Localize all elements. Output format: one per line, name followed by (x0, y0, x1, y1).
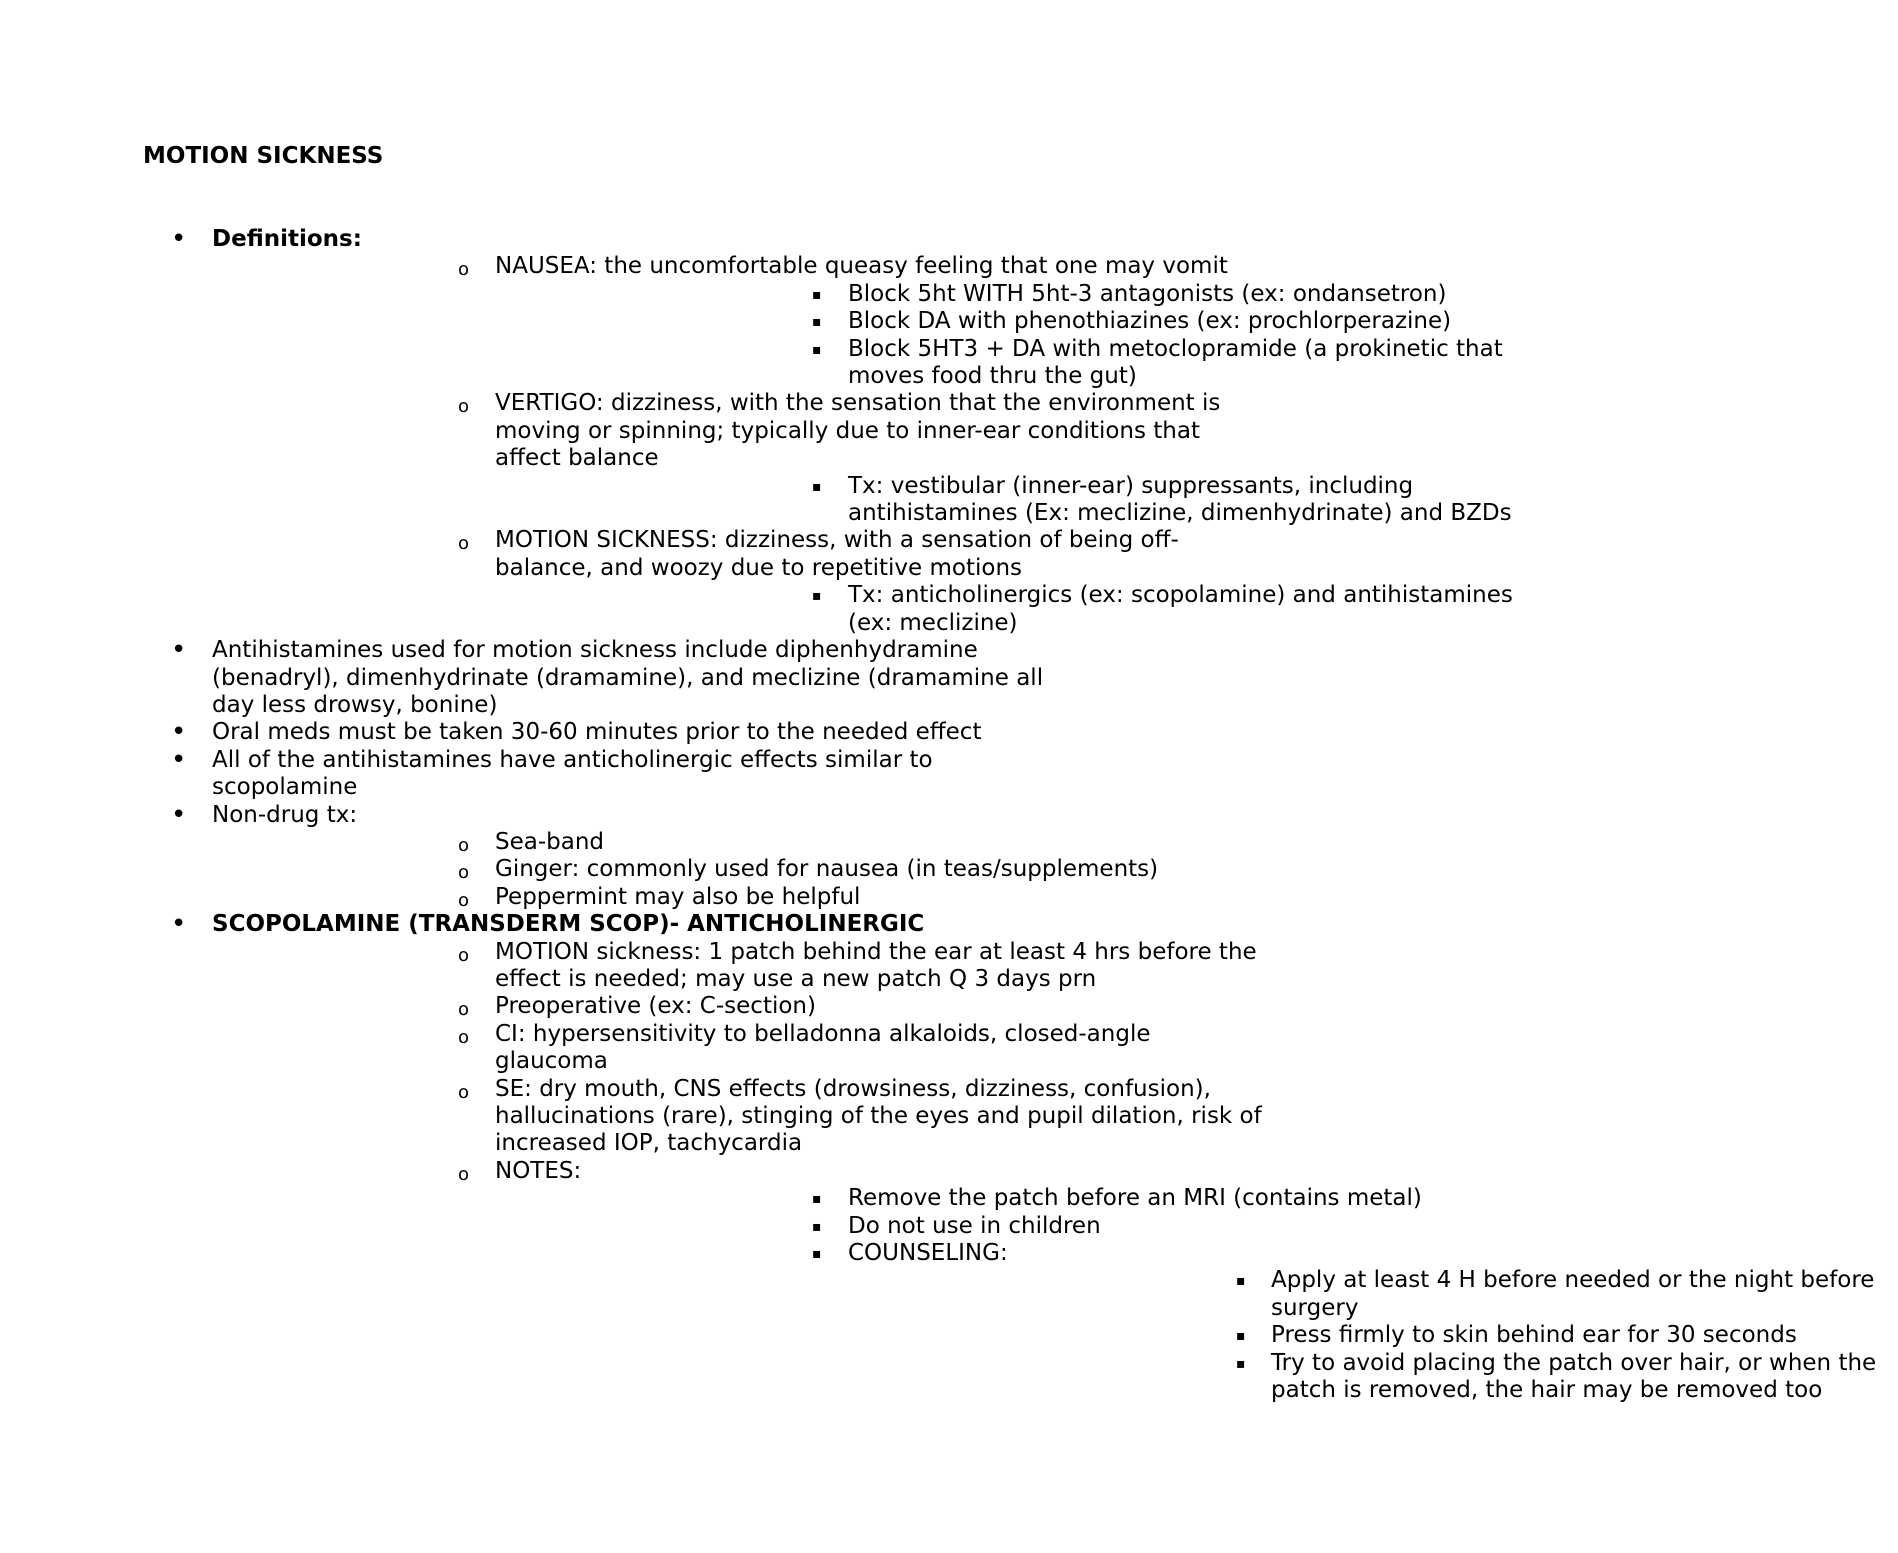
list-item (848, 1267, 1898, 1322)
circle-bullet-icon: o (458, 533, 470, 555)
non-drug-heading: Non-drug tx: (212, 801, 358, 828)
list-item-scopolamine (0, 909, 1877, 1404)
square-bullet-icon: ▪ (812, 286, 822, 303)
scopolamine-heading: SCOPOLAMINE (TRANSDERM SCOP)- ANTICHOLINERGIC (212, 911, 925, 938)
list-item (495, 336, 1545, 391)
definitions-heading: Definitions: (212, 226, 362, 252)
bullet-icon: • (171, 909, 187, 940)
list-item (495, 1185, 1545, 1212)
list-item-nausea (212, 253, 1503, 390)
circle-bullet-icon: o (458, 259, 470, 281)
circle-bullet-icon: o (458, 944, 470, 966)
scopolamine-list (212, 938, 1877, 1405)
square-bullet-icon: ▪ (1236, 1273, 1246, 1290)
square-bullet-icon: ▪ (812, 478, 822, 495)
list-item-text: Block DA with phenothiazines (ex: prochlorperazine) (848, 308, 1452, 335)
list-item-text: Preoperative (ex: C-section) (495, 993, 816, 1020)
list-item-text: Ginger: commonly used for nausea (in teas/supplements) (495, 856, 1159, 883)
bullet-icon: • (171, 744, 187, 775)
circle-bullet-icon: o (458, 1081, 470, 1103)
vertigo-list (495, 472, 1512, 528)
counseling-list (848, 1267, 1877, 1404)
list-item (212, 856, 1262, 883)
bullet-icon: • (171, 635, 187, 666)
list-item-text: Block 5HT3 + DA with metoclopramide (a prokinetic that moves food thru the gut) (848, 335, 1503, 390)
document-title: MOTION SICKNESS (143, 143, 384, 169)
circle-bullet-icon: o (458, 396, 470, 418)
list-item-text: Try to avoid placing the patch over hair, or when the patch is removed, the hair may be removed too (1271, 1349, 1877, 1404)
list-item-text: Antihistamines used for motion sickness include diphenhydramine (benadryl), dimenhydrinate (dramamine), and meclizine (dramamine all day less drowsy, bonine) (212, 637, 1044, 718)
list-item-definitions (0, 224, 1513, 637)
list-item-text: Press firmly to skin behind ear for 30 seconds (1271, 1322, 1797, 1349)
list-item-text: Do not use in children (848, 1212, 1101, 1239)
square-bullet-icon: ▪ (1236, 1328, 1246, 1345)
list-item-text: All of the antihistamines have anticholinergic effects similar to scopolamine (212, 746, 933, 801)
counseling-heading: COUNSELING: (848, 1240, 1008, 1267)
circle-bullet-icon: o (458, 1026, 470, 1048)
list-item (848, 1350, 1898, 1405)
list-item-text: SE: dry mouth, CNS effects (drowsiness, dizziness, confusion), hallucinations (rare), stinging of the eyes and pupil dilation, risk of increased IOP, tachycardia (495, 1075, 1262, 1157)
square-bullet-icon: ▪ (812, 588, 822, 605)
square-bullet-icon: ▪ (812, 1246, 822, 1263)
list-item (212, 829, 1262, 856)
list-item-text: Tx: anticholinergics (ex: scopolamine) and antihistamines (ex: meclizine) (848, 582, 1513, 636)
circle-bullet-icon: o (458, 889, 470, 911)
square-bullet-icon: ▪ (812, 1191, 822, 1208)
circle-bullet-icon: o (458, 862, 470, 884)
notes-list (495, 1185, 1877, 1404)
square-bullet-icon: ▪ (1236, 1355, 1246, 1372)
outline-list (0, 224, 1877, 1404)
definitions-list (212, 253, 1513, 637)
list-item (0, 637, 1050, 719)
list-item (212, 939, 1262, 994)
circle-bullet-icon: o (458, 834, 470, 856)
list-item (495, 582, 1545, 637)
list-item-text: Oral meds must be taken 30-60 minutes prior to the needed effect (212, 719, 982, 746)
list-item (212, 1076, 1262, 1158)
nausea-text: NAUSEA: the uncomfortable queasy feeling that one may vomit (495, 253, 1228, 280)
list-item (212, 1021, 1262, 1076)
nausea-list (495, 280, 1503, 391)
list-item (495, 281, 1545, 308)
list-item (0, 744, 1050, 802)
list-item (495, 1213, 1545, 1240)
list-item-notes (212, 1157, 1877, 1405)
list-item (212, 993, 1262, 1020)
list-item-text: Sea-band (495, 828, 605, 855)
bullet-icon: • (171, 224, 187, 254)
list-item-motion-sickness (212, 527, 1513, 637)
square-bullet-icon: ▪ (812, 341, 822, 358)
list-item-text: Tx: vestibular (inner-ear) suppressants, including antihistamines (Ex: meclizine, dimenhydrinate) and BZDs (848, 472, 1512, 527)
list-item-text: Apply at least 4 H before needed or the night before surgery (1271, 1267, 1875, 1321)
square-bullet-icon: ▪ (812, 314, 822, 331)
list-item-text: CI: hypersensitivity to belladonna alkaloids, closed-angle glaucoma (495, 1020, 1151, 1075)
non-drug-list (212, 828, 1159, 911)
list-item (848, 1322, 1898, 1349)
circle-bullet-icon: o (458, 1163, 470, 1185)
list-item (495, 308, 1545, 335)
motion-sickness-list (495, 582, 1513, 637)
bullet-icon: • (171, 717, 187, 748)
list-item-counseling (495, 1240, 1877, 1404)
list-item-text: Remove the patch before an MRI (contains metal) (848, 1185, 1422, 1212)
list-item (495, 473, 1545, 528)
bullet-icon: • (171, 799, 187, 830)
list-item-non-drug (0, 799, 1159, 912)
circle-bullet-icon: o (458, 999, 470, 1021)
list-item (0, 719, 1050, 746)
notes-heading: NOTES: (495, 1157, 582, 1184)
motion-sickness-text: MOTION SICKNESS: dizziness, with a sensation of being off-balance, and woozy due to repetitive motions (495, 527, 1179, 581)
list-item (212, 884, 1262, 911)
list-item-vertigo (212, 390, 1512, 527)
list-item-text: Block 5ht WITH 5ht-3 antagonists (ex: ondansetron) (848, 280, 1447, 307)
list-item-text: MOTION sickness: 1 patch behind the ear at least 4 hrs before the effect is needed; may use a new patch Q 3 days prn (495, 938, 1257, 992)
document-body (0, 224, 1877, 1404)
square-bullet-icon: ▪ (812, 1218, 822, 1235)
vertigo-text: VERTIGO: dizziness, with the sensation that the environment is moving or spinning; typically due to inner-ear conditions that affect balance (495, 390, 1221, 472)
list-item-text: Peppermint may also be helpful (495, 883, 861, 910)
